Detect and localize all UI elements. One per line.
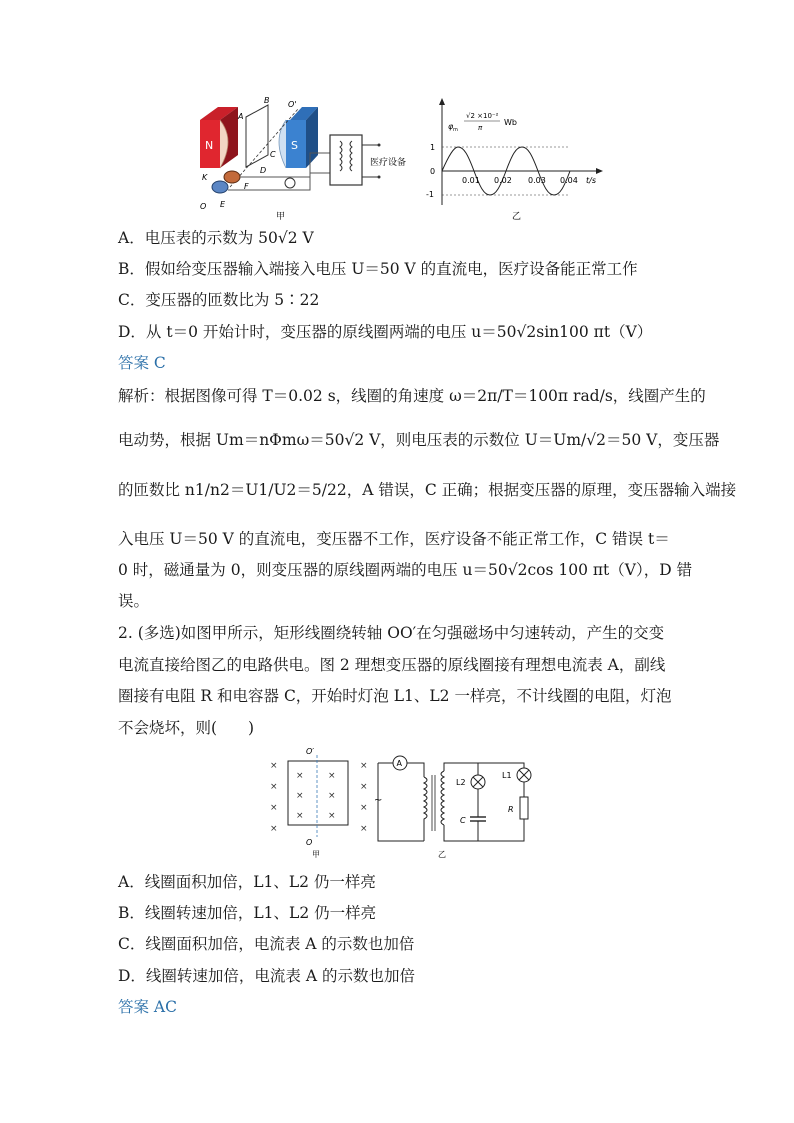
svg-text:×: × [270, 824, 278, 834]
q1-analysis-line-3: 的匝数比 n1/n2＝U1/U2＝5/22，A 错误，C 正确；根据变压器的原理，变压器输入端接 [118, 481, 737, 499]
svg-text:×: × [360, 803, 368, 813]
y-tick-1: 1 [430, 143, 436, 152]
q2-stem-line-1: 2. (多选)如图甲所示，矩形线圈绕转轴 OO′在匀强磁场中匀速转动，产生的交变 [118, 624, 665, 642]
label-a: A [238, 112, 244, 121]
q1-option-d: D．从 t＝0 开始计时，变压器的原线圈两端的电压 u＝50√2sin100 πt（V） [118, 323, 653, 341]
figure-1 [190, 95, 620, 225]
circuit [374, 756, 531, 859]
lamp-l2-label: L2 [456, 778, 466, 787]
graph-ylabel: φ [448, 122, 454, 131]
label-c: C [270, 150, 276, 159]
q2-stem-line-3: 圈接有电阻 R 和电容器 C，开始时灯泡 L1、L2 一样亮，不计线圈的电阻，灯泡 [118, 687, 672, 705]
label-f: F [244, 182, 249, 191]
q2-stem-line-2: 电流直接给图乙的电路供电。图 2 理想变压器的原线圈接有理想电流表 A，副线 [118, 656, 666, 674]
svg-text:×: × [328, 791, 336, 801]
x-axis-label: t/s [586, 176, 596, 185]
q2-option-d: D．线圈转速加倍，电流表 A 的示数也加倍 [118, 967, 415, 985]
ac-source-icon: ~ [374, 795, 383, 806]
q1-analysis-line-4: 入电压 U＝50 V 的直流电，变压器不工作，医疗设备不能正常工作，C 错误 t＝ [118, 530, 670, 548]
q2-option-c: C．线圈面积加倍，电流表 A 的示数也加倍 [118, 935, 415, 953]
x-tick-004: 0.04 [560, 176, 578, 185]
svg-text:×: × [270, 761, 278, 771]
label-o-prime: O' [288, 100, 297, 109]
q1-option-a: A．电压表的示数为 50√2 V [118, 229, 314, 247]
q1-analysis-line-1: 解析：根据图像可得 T＝0.02 s，线圈的角速度 ω＝2π/T＝100π rad/s，线圈产生的 [118, 387, 706, 405]
fig2-caption-jia: 甲 [312, 850, 320, 859]
resistor-label: R [508, 805, 514, 814]
svg-text:×: × [270, 803, 278, 813]
q1-answer: 答案 C [118, 354, 166, 372]
svg-text:×: × [296, 811, 304, 821]
secondary-coil [441, 771, 444, 825]
svg-text:×: × [360, 824, 368, 834]
ammeter-label: A [396, 759, 402, 768]
caption-yi: 乙 [512, 212, 522, 222]
resistor-icon [520, 797, 528, 819]
q1-analysis-line-5: 0 时，磁通量为 0，则变压器的原线圈两端的电压 u＝50√2cos 100 πt（V），D 错 [118, 561, 693, 579]
generator-diagram [200, 96, 406, 222]
axis-top-label: O′ [306, 747, 315, 756]
label-k: K [202, 173, 208, 182]
graph-ylabel-sub: m [453, 127, 458, 133]
magnet-n-label: N [205, 139, 214, 152]
graph-ylabel-num: √2 ×10⁻² [466, 112, 499, 120]
capacitor-label: C [460, 816, 466, 825]
y-tick-neg1: -1 [426, 190, 434, 199]
flux-graph [426, 98, 603, 222]
svg-text:×: × [360, 782, 368, 792]
coil-in-field [270, 747, 368, 859]
q1-analysis-line-6: 误。 [118, 592, 150, 610]
q1-analysis-line-2: 电动势，根据 Um＝nΦmω＝50√2 V，则电压表的示数位 U＝Um/√2＝50 V，变压器 [118, 431, 720, 449]
graph-ylabel-unit: Wb [504, 118, 517, 127]
y-tick-0: 0 [430, 167, 436, 176]
svg-text:×: × [270, 782, 278, 792]
svg-text:×: × [328, 811, 336, 821]
x-tick-003: 0.03 [528, 176, 546, 185]
q2-stem-line-4: 不会烧坏，则( ) [118, 719, 255, 737]
primary-coil [424, 777, 427, 841]
magnet-s-label: S [291, 139, 298, 152]
label-d: D [260, 166, 267, 175]
label-o: O [200, 202, 207, 211]
x-tick-001: 0.01 [462, 176, 480, 185]
q2-answer: 答案 AC [118, 998, 177, 1016]
figure-2 [262, 745, 532, 863]
q1-option-b: B．假如给变压器输入端接入电压 U＝50 V 的直流电，医疗设备能正常工作 [118, 260, 638, 278]
label-e: E [220, 200, 226, 209]
axis-bottom-label: O [306, 838, 313, 847]
label-b: B [264, 96, 270, 105]
graph-ylabel-den: π [478, 124, 483, 132]
svg-text:×: × [296, 791, 304, 801]
svg-text:×: × [296, 771, 304, 781]
caption-jia: 甲 [276, 212, 286, 222]
fig2-caption-yi: 乙 [438, 850, 446, 859]
voltmeter-icon [285, 178, 295, 188]
svg-text:×: × [360, 761, 368, 771]
q2-option-a: A．线圈面积加倍，L1、L2 仍一样亮 [118, 873, 376, 891]
x-tick-002: 0.02 [494, 176, 512, 185]
transformer-icon [330, 135, 362, 185]
q2-option-b: B．线圈转速加倍，L1、L2 仍一样亮 [118, 904, 377, 922]
svg-text:×: × [328, 771, 336, 781]
device-label: 医疗设备 [370, 158, 407, 168]
lamp-l1-label: L1 [502, 771, 512, 780]
q1-option-c: C．变压器的匝数比为 5∶22 [118, 291, 320, 309]
